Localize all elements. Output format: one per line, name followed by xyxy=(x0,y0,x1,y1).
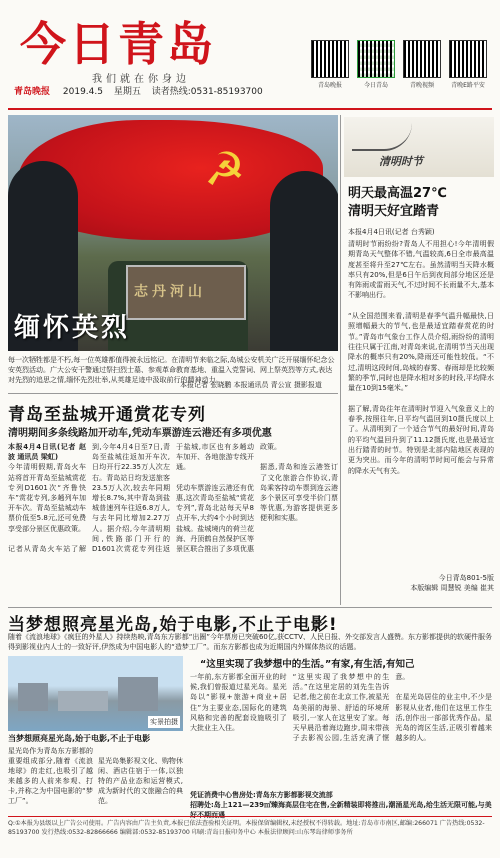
issue-weekday: 星期五 xyxy=(113,87,141,97)
badge-title: 清明时节 xyxy=(379,155,423,168)
flower-train-byline: 本报4月4日讯(记者 赵波 通讯员 梁虹) xyxy=(8,443,86,462)
qingming-badge xyxy=(344,117,494,177)
qr-label: 青晚视频 xyxy=(409,82,434,89)
section-divider xyxy=(8,393,338,394)
hammer-sickle-icon: ☭ xyxy=(204,142,246,196)
film-dek: 随着《流浪地球》《疯狂的外星人》持续热映,青岛东方影都“出圈”今年票房已突破60亿,获CCTV、人民日报、外交部发言人盛赞。东方影都提供的软硬件服务得到影视业内人士的一致好评,伊然成为中国电影人的“造梦工厂”。而东方影都也成为近期国内外媒体热议的话题。 xyxy=(8,633,492,651)
qr-code-icon xyxy=(449,40,487,78)
hero-credits: 本报记者 张晓鹏 本报通讯员 青公宣 摄影报道 xyxy=(180,381,322,389)
photo-tag: 实景拍摄 xyxy=(150,718,178,726)
flower-train-body xyxy=(8,442,338,608)
issue-date: 2019.4.5 xyxy=(62,87,103,97)
monument-inscription: 志丹河山 xyxy=(134,284,206,300)
weather-sidebar xyxy=(344,115,494,655)
flower-train-headline: 青岛至盐城开通赏花专列 xyxy=(8,405,206,425)
page-footer: Q:①本报为县级以上广告公司使用。广告内容由广告主负责,本报已依法查验相关证明。本报保留编辑权,未经授权不得转载。地址:青岛市市南区,邮编:266071 广告热线:0532-85193700 发行热线:0532-82866666 编辑部:0532-85193700 印刷:青岛日报印务中心 本报法律顾问:山东琴岛律师事务所 xyxy=(8,816,492,837)
building-shape xyxy=(118,677,158,711)
weather-headline-line: 清明天好宜踏青 xyxy=(348,204,440,219)
film-left-body: 星光岛作为青岛东方影都的重要组成部分,随着《流浪地球》的走红,也吸引了越来越多的人前来参观、打卡,并称之为中国电影的“梦工厂”。 星光岛集影视文化、购物休闲、酒店住宿于一体,以独特的产品业态和运营模式,成为新时代的文旅融合的典范。 xyxy=(8,747,183,805)
reader-hotline: 读者热线:0531-85193700 xyxy=(151,87,263,97)
building-shape xyxy=(18,683,48,711)
section-divider xyxy=(8,607,492,608)
masthead xyxy=(0,0,500,112)
film-photo-caption: 当梦想照亮星光岛,始于电影,不止于电影 xyxy=(8,734,151,743)
qr-code-icon xyxy=(311,40,349,78)
branch-icon xyxy=(352,123,412,151)
qr-code-icon xyxy=(403,40,441,78)
qr-code[interactable] xyxy=(356,40,396,98)
qr-label: 青岛晚报 xyxy=(317,82,342,89)
film-note: 凭证消费中心售房处:青岛东方影都影视交流部 招聘处:岛上121—239㎡臻海高层住宅在售,全新精装即将推出,潮涌星光岛,给生活无限可能,与美好不期而遇 xyxy=(190,791,492,819)
weather-body: 清明时节雨纷纷?青岛人不用担心!今年清明假期青岛天气整体不错,气温较高,6日全市最高温度甚至将升至27℃左右。虽然清明当天降水概率只有20%,但是6日午后到夜间部分地区还是有阵雨或雷雨天气,不过时间不长雨量不大,基本不影响出行。 “从全国范围来看,清明是春季气温升幅最快,日照增幅最大的节气,也是最适宜踏春赏花的时节。”青岛市气象台工作人员介绍,雨纷纷的清明往往只属于江南,对青岛来说,在清明节当天出现降水的概率只有20%,降雨还可能性较低。“不过,清明这段时间,岛城的春雾、春雨却是比较频繁的季节,同时也是降水相对多的时段,平均降水量在10到15毫米。” 据了解,青岛往年在清明时节迎入气象意义上的春季,按照往年,日平均气温回到10摄氏度以上了。从清明到了一个适合节气的最好时间,青岛的平均气温回升到了11.12摄氏度,也是最适宜出行踏青的时节。特别是北部内陆地区表现的更为突出。而今年的清明节时间可能会与异常的降水天气有关。 xyxy=(348,240,494,475)
film-quote: “这里实现了我梦想中的生活。”有家,有生活,有知己 xyxy=(200,659,415,670)
masthead-logo: 今日青岛 xyxy=(20,17,216,71)
qr-label: 今日青岛 xyxy=(363,82,388,89)
qr-code-icon xyxy=(357,40,395,78)
hero-caption: 每一次牺牲都是不朽,每一位英雄都值得被永远铭记。在清明节来临之际,岛城公安机关广泛开展缅怀纪念公安英烈活动。广大公安干警通过祭扫烈士墓、参观革命教育基地、重温入党誓词、网上祭英烈等方式,表达对先烈的追思之情,缅怀先烈壮举,从英雄足迹中汲取前行的精神动力。 xyxy=(8,356,335,384)
hero-photo xyxy=(8,115,338,351)
hero-headline: 缅怀英烈 xyxy=(14,313,131,343)
weather-headline-line: 明天最高温27℃ xyxy=(348,186,447,201)
film-right-body: 一年前,东方影都全面开业的时候,我们曾报道过星光岛。星光岛以“影视+旅游+商业+居住”为主要业态,国际化的建筑风格和完善的配套设施吸引了大批业主入住。 “这里实现了我梦想中的生活。”在这里定居的刘先生告诉记者,他之前在北京工作,被星光岛美丽的海景、舒适的环境所吸引,一家人在这里安了家。每天早晨沿着海边跑步,周末带孩子去影视公园,生活充满了惬意。 在星光岛居住的业主中,不少是影视从业者,他们在这里工作生活,创作出一部部优秀作品。星光岛的湾区生活,正吸引着越来越多的人。 xyxy=(190,673,492,743)
flower-train-text: 今年清明假期,青岛火车站将首开青岛至盐城赏花专列D1601次“齐鲁快车”赏花专列,多趟列车加开车次。青岛至盐城动车票价低至5.8元,还可免费享受部分景区优惠政策。 记者从青岛火车站了解到,今年4月4日至7日,青岛至盐城往返加开车次,日均开行22.35万人次左右。青岛站日均发送旅客23.5万人次,较去年同期增长8.7%,其中青岛到盐城普速列车往返6.8万人,与去年同比增加2.27万人。据介绍,今年清明期间,铁路部门开行的D1601次赏花专列往返于盐城,市区也有多趟动车加开、各地旅游专线开通。 凭动车票游连云港还有优惠,这次青岛至盐城“赏花专列”,青岛北站每天早8点开车,大约4个小时到达盐城。盐城境内的荷兰花海、丹顶鹤自然保护区等景区联合推出了多项优惠政策。 据悉,青岛和连云港签订了文化旅游合作协议,青岛乘客持动车票到连云港多个景区可享受半价门票等优惠,为游客提供更多便利和实惠。 xyxy=(8,443,338,554)
weather-signoff: 今日青岛801-5版 本版编辑 周慧锐 美编 崔其 xyxy=(410,574,494,592)
brand-name: 青岛晚报 xyxy=(14,87,51,97)
qr-label: 青晚E路平安 xyxy=(451,82,485,89)
qr-code-row xyxy=(310,40,495,98)
qr-code[interactable] xyxy=(402,40,442,98)
weather-headline xyxy=(348,185,494,221)
qr-code[interactable] xyxy=(448,40,488,98)
masthead-divider xyxy=(8,108,492,110)
weather-byline: 本报4月4日讯(记者 台秀颖) xyxy=(348,228,435,236)
building-shape xyxy=(58,691,108,711)
film-headline: 当梦想照亮星光岛,始于电影,不止于电影! xyxy=(8,615,338,635)
flower-train-subhead: 清明期间多条线路加开动车,凭动车票游连云港还有多项优惠 xyxy=(8,428,272,439)
monument-stone xyxy=(126,265,246,320)
dateline xyxy=(14,84,298,98)
film-photo xyxy=(8,656,183,731)
column-divider xyxy=(340,115,341,605)
qr-code[interactable] xyxy=(310,40,350,98)
masthead-slogan: 我们就在你身边 xyxy=(92,74,190,85)
officer-figure xyxy=(270,171,338,351)
